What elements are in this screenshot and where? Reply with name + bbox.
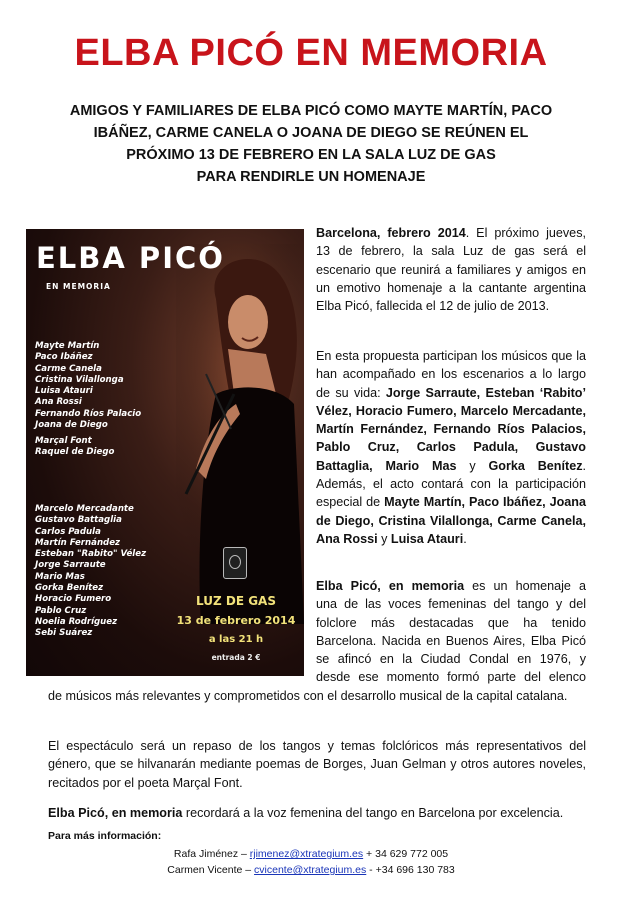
paragraph-musicians (316, 347, 586, 548)
paragraph-intro (316, 224, 586, 315)
paragraph-tribute-continued: de músicos más relevantes y comprometidos con el desarrollo musical de la capital catalana. (48, 689, 568, 703)
contact-phone: + 34 629 772 005 (363, 848, 449, 860)
poster-name: Carlos Padula (35, 526, 101, 537)
poster-name: Fernando Ríos Palacio (35, 408, 142, 419)
paragraph-text: . Además, el acto contará con la participación especial de (316, 458, 586, 510)
subtitle-line: AMIGOS Y FAMILIARES DE ELBA PICÓ COMO MAYTE MARTÍN, PACO (69, 103, 553, 119)
poster-guest-list (35, 341, 141, 431)
poster-name: Raquel de Diego (35, 447, 115, 458)
poster-musician-list (35, 504, 146, 640)
poster-name: Noelia Rodríguez (35, 616, 118, 627)
poster-name: Sebi Suárez (35, 628, 93, 639)
poster-name: Jorge Sarraute (35, 560, 106, 571)
paragraph-text: y (377, 531, 391, 546)
event-poster (26, 229, 304, 676)
subtitle-line: PRÓXIMO 13 DE FEBRERO EN LA SALA LUZ DE GAS (126, 147, 496, 163)
contact-email-link[interactable]: rjimenez@xtrategium.es (249, 848, 364, 860)
paragraph-text: recordará a la voz femenina del tango en Barcelona por excelencia. (182, 806, 564, 820)
paragraph-line: se afincó en la Ciudad Condal en 1976, y (316, 652, 586, 667)
poster-name: Mario Mas (35, 571, 85, 582)
contact-name: Rafa Jiménez – (173, 848, 250, 860)
paragraph-text: es un homenaje a (464, 579, 586, 593)
contact-line (0, 848, 622, 860)
paragraph-line (316, 577, 586, 595)
paragraph-show: El espectáculo será un repaso de los tangos y temas folclóricos más representativos del género, que se hilvanarán mediante poemas de Borges, Juan Gelman y otros autores noveles, recitados por el poeta Marçal Font. (48, 739, 586, 790)
paragraph-text: . El próximo jueves, 13 de febrero, la sala Luz de gas será el escenario que reunirá a familiares y amigos en un emotivo homenaje a la cantante argentina Elba Picó, fallecida el 12 de julio de 2013. (316, 226, 586, 314)
page-title: ELBA PICÓ EN MEMORIA (74, 32, 548, 74)
poster-date: 13 de febrero 2014 (176, 614, 296, 627)
musician-names: Gorka Benítez (488, 458, 583, 473)
poster-name: Carme Canela (35, 363, 102, 374)
poster-name: Pablo Cruz (35, 605, 87, 616)
contact-email-link[interactable]: cvicente@xtrategium.es (254, 864, 367, 876)
poster-subtitle: EN MEMORIA (46, 282, 111, 291)
paragraph-line: folclore más destacadas que ha tenido (316, 615, 586, 630)
poster-venue: LUZ DE GAS (196, 594, 276, 608)
contact-line (0, 864, 622, 876)
poster-name: Paco Ibáñez (35, 352, 93, 363)
guest-names: Luisa Atauri (390, 531, 464, 546)
paragraph-closing (48, 804, 586, 822)
paragraph-line: Barcelona. Nacida en Buenos Aires, Elba Picó (316, 633, 586, 648)
poster-reciter-list (35, 436, 114, 459)
contact-phone: - +34 696 130 783 (366, 864, 455, 876)
subtitle-line: PARA RENDIRLE UN HOMENAJE (196, 169, 426, 185)
poster-time: a las 21 h (208, 634, 264, 645)
venue-logo-icon (223, 547, 247, 579)
poster-name: Cristina Vilallonga (35, 374, 124, 385)
paragraph-text: En esta propuesta participan los músicos que la han acompañado en los escenarios a lo largo de su vida: (316, 349, 586, 400)
poster-name: Martín Fernández (35, 537, 121, 548)
paragraph-tribute (316, 577, 586, 687)
poster-name: Mayte Martín (35, 341, 100, 351)
guest-names: Mayte Martín, Paco Ibáñez, Joana de Diego, Cristina Vilallonga, Carme Canela, Ana Rossi (316, 495, 586, 546)
contact-name: Carmen Vicente – (167, 864, 255, 876)
poster-name: Luisa Atauri (35, 386, 93, 397)
poster-name: Marcelo Mercadante (35, 504, 134, 514)
musician-names: Jorge Sarraute, Esteban ‘Rabito’ Vélez, Horacio Fumero, Marcelo Mercadante, Martín Fernández, Fernando Ríos Palacios, Pablo Cruz, Carlos Padula, Gustavo Battaglia, Mario Mas (316, 385, 586, 473)
paragraph-text: . (463, 531, 467, 546)
paragraph-text: y (456, 458, 489, 473)
subtitle (40, 100, 582, 188)
poster-name: Esteban "Rabito" Vélez (35, 549, 147, 560)
subtitle-line: IBÁÑEZ, CARME CANELA O JOANA DE DIEGO SE REÚNEN EL (93, 125, 529, 141)
poster-name: Horacio Fumero (35, 594, 112, 605)
poster-name: Gorka Benítez (35, 583, 104, 594)
poster-name: Ana Rossi (35, 397, 82, 408)
poster-name: Gustavo Battaglia (35, 515, 122, 526)
paragraph-lead: Barcelona, febrero 2014 (316, 226, 466, 240)
poster-price: entrada 2 € (211, 653, 261, 662)
info-heading: Para más información: (48, 830, 162, 842)
poster-name: Joana de Diego (35, 420, 108, 431)
paragraph-line: desde ese momento formó parte del elenco (316, 670, 586, 685)
poster-name: Marçal Font (35, 436, 92, 446)
poster-title: ELBA PICÓ (36, 241, 225, 275)
paragraph-lead: Elba Picó, en memoria (316, 579, 465, 593)
paragraph-line: una de las voces femeninas del tango y del (316, 597, 586, 612)
paragraph-lead: Elba Picó, en memoria (48, 806, 183, 820)
